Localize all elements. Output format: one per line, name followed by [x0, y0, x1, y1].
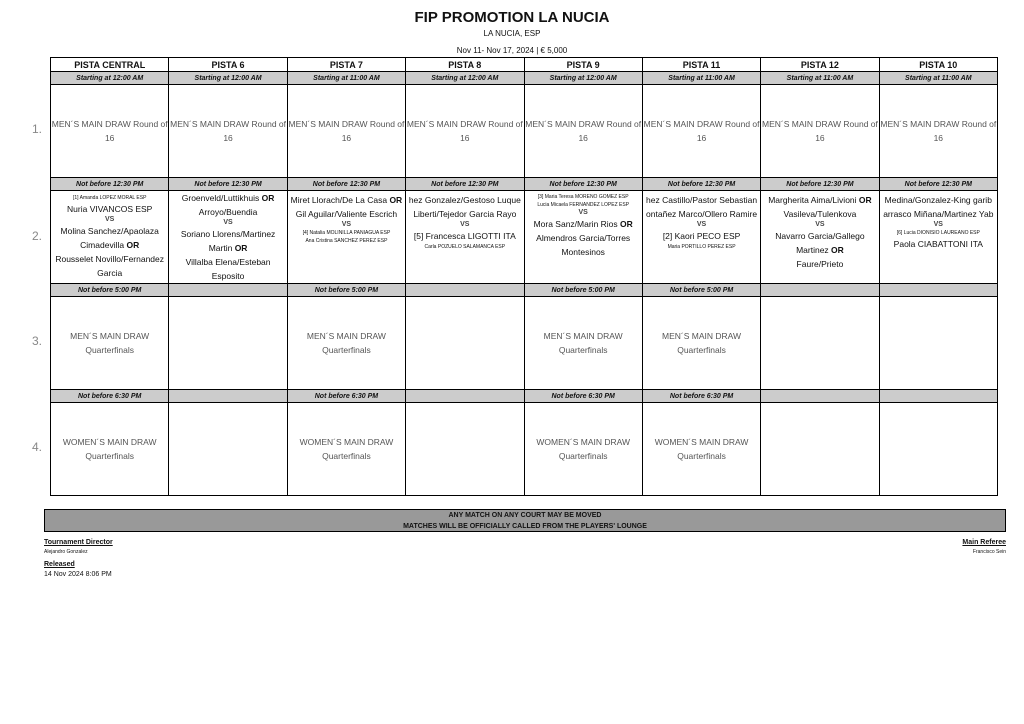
match-cell: MEN´S MAIN DRAW Round of 16 [287, 85, 405, 178]
start-time: Starting at 11:00 AM [761, 72, 879, 85]
order-of-play-table [50, 57, 998, 496]
time-note: Not before 6:30 PM [287, 390, 405, 403]
director-label: Tournament Director [44, 539, 113, 546]
team-name: Rousselet Novillo/Fernandez [55, 254, 165, 264]
vs-label: VS [341, 221, 352, 228]
match-cell: WOMEN´S MAIN DRAW Quarterfinals [642, 403, 760, 496]
court-header: PISTA 11 [642, 58, 760, 72]
match-cell: MEN´S MAIN DRAW Quarterfinals [287, 297, 405, 390]
time-note [169, 390, 287, 403]
player-name: Nuria VIVANCOS ESP [67, 204, 153, 214]
match-cell: MEN´S MAIN DRAW Round of 16 [524, 85, 642, 178]
time-note: Not before 12:30 PM [524, 178, 642, 191]
match-cell [761, 297, 879, 390]
vs-label: VS [223, 219, 233, 226]
court-header: PISTA 6 [169, 58, 287, 72]
match-cell [879, 403, 997, 496]
time-note [169, 284, 287, 297]
court-header: PISTA 8 [406, 58, 524, 72]
director-name: Alejandro Gonzalez [44, 549, 88, 555]
team-name: Montesinos [561, 247, 605, 257]
time-note [879, 284, 997, 297]
seeded-player: [3] Maria Teresa MORENO GOMEZ ESP [537, 194, 629, 200]
court-header: PISTA 12 [761, 58, 879, 72]
start-time: Starting at 11:00 AM [287, 72, 405, 85]
team-name: Almendros Garcia/Torres [536, 233, 631, 243]
or-label: OR [234, 243, 248, 253]
team-name: Vasileva/Tulenkova [783, 209, 857, 219]
match-cell [169, 191, 287, 284]
match-cell [524, 191, 642, 284]
match-row-1 [51, 85, 998, 178]
match-cell: WOMEN´S MAIN DRAW Quarterfinals [287, 403, 405, 496]
start-time: Starting at 11:00 AM [879, 72, 997, 85]
tournament-location: LA NUCIA, ESP [483, 29, 541, 38]
vs-label: VS [105, 216, 115, 223]
player-name: Ana Cristina SANCHEZ PEREZ ESP [305, 238, 388, 244]
start-time: Starting at 12:00 AM [524, 72, 642, 85]
team-name: Liberti/Tejedor Garcia Rayo [413, 209, 517, 219]
team-name: hez Castillo/Pastor Sebastian [646, 195, 758, 205]
team-name: Arroyo/Buendia [198, 207, 258, 217]
team-name: ontañez Marco/Ollero Ramire [646, 209, 758, 219]
page-title: FIP PROMOTION LA NUCIA [414, 9, 610, 26]
time-note-row-3 [51, 284, 998, 297]
start-time: Starting at 12:00 AM [51, 72, 169, 85]
vs-label: VS [696, 221, 707, 228]
time-note: Not before 12:30 PM [287, 178, 405, 191]
team-name: Molina Sanchez/Apaolaza [60, 226, 159, 236]
seeded-player: [5] Francesca LIGOTTI ITA [413, 231, 516, 241]
time-note: Not before 5:00 PM [51, 284, 169, 297]
referee-name: Francisco Sein [972, 549, 1006, 555]
match-cell: MEN´S MAIN DRAW Round of 16 [406, 85, 524, 178]
team-name: Esposito [211, 271, 245, 281]
court-header: PISTA 7 [287, 58, 405, 72]
time-note: Not before 12:30 PM [406, 178, 524, 191]
vs-label: VS [460, 221, 470, 228]
row-number-1: 1. [32, 122, 43, 136]
team-name: Martin [208, 243, 233, 253]
tournament-dates-prize: Nov 11- Nov 17, 2024 | € 5,000 [456, 46, 568, 55]
time-note: Not before 12:30 PM [169, 178, 287, 191]
notice-banner [44, 509, 1006, 532]
match-cell [406, 403, 524, 496]
player-name: Paola CIABATTONI ITA [893, 239, 983, 249]
seeded-player: [6] Lucia DIONISIO LAUREANO ESP [896, 230, 980, 236]
or-label: OR [261, 193, 275, 203]
match-row-4 [51, 403, 998, 496]
match-cell [169, 403, 287, 496]
or-label: OR [620, 219, 633, 229]
team-name: Gil Aguilar/Valiente Escrich [295, 209, 398, 219]
time-note [761, 390, 879, 403]
time-note [879, 390, 997, 403]
match-cell: WOMEN´S MAIN DRAW Quarterfinals [524, 403, 642, 496]
match-cell: MEN´S MAIN DRAW Round of 16 [761, 85, 879, 178]
notice-line: MATCHES WILL BE OFFICIALLY CALLED FROM THE PLAYERS' LOUNGE [403, 523, 647, 530]
time-note: Not before 6:30 PM [524, 390, 642, 403]
notice-line: ANY MATCH ON ANY COURT MAY BE MOVED [448, 512, 602, 519]
team-name: Villalba Elena/Esteban [185, 257, 271, 267]
match-cell [642, 191, 760, 284]
team-name: Martinez [796, 245, 829, 255]
team-name: Garcia [97, 268, 123, 278]
court-header: PISTA 9 [524, 58, 642, 72]
team-name: Miret Llorach/De La Casa [290, 195, 388, 205]
seeded-player: [4] Natalia MOLINILLA PANIAGUA ESP [302, 230, 391, 236]
team-name: Navarro Garcia/Gallego [775, 231, 865, 241]
match-cell [879, 191, 997, 284]
or-label: OR [831, 245, 844, 255]
match-cell [287, 191, 405, 284]
match-cell: MEN´S MAIN DRAW Quarterfinals [524, 297, 642, 390]
time-note [406, 390, 524, 403]
time-note: Not before 6:30 PM [51, 390, 169, 403]
match-cell: MEN´S MAIN DRAW Round of 16 [51, 85, 169, 178]
match-row-2 [51, 191, 998, 284]
team-name: Mora Sanz/Marin Rios [533, 219, 618, 229]
time-note: Not before 5:00 PM [524, 284, 642, 297]
match-row-3 [51, 297, 998, 390]
match-cell [51, 191, 169, 284]
seeded-player: [2] Kaori PECO ESP [662, 231, 741, 241]
team-name: Medina/Gonzalez-King garib [884, 195, 992, 205]
vs-label: VS [815, 221, 825, 228]
team-name: arrasco Miñana/Martinez Yab [883, 209, 994, 219]
match-cell [406, 191, 524, 284]
player-name: Maria PORTILLO PEREZ ESP [667, 244, 736, 250]
time-note-row-2 [51, 178, 998, 191]
court-header: PISTA CENTRAL [51, 58, 169, 72]
match-cell [406, 297, 524, 390]
match-cell [879, 297, 997, 390]
player-name: Carla POZUELO SALAMANCA ESP [424, 244, 506, 250]
time-note [761, 284, 879, 297]
match-cell: WOMEN´S MAIN DRAW Quarterfinals [51, 403, 169, 496]
start-time-row [51, 72, 998, 85]
court-header: PISTA 10 [879, 58, 997, 72]
player-name: Lucia Micaela FERNANDEZ LOPEZ ESP [537, 202, 630, 208]
team-name: Groenveld/Luttikhuis [181, 193, 260, 203]
match-cell [169, 297, 287, 390]
vs-label: VS [933, 221, 943, 228]
time-note-row-4 [51, 390, 998, 403]
team-name: Margherita Aima/Livioni [768, 195, 857, 205]
team-name: Faure/Prieto [796, 259, 844, 269]
start-time: Starting at 12:00 AM [406, 72, 524, 85]
vs-label: VS [578, 209, 588, 216]
referee-label: Main Referee [962, 539, 1006, 546]
match-cell: MEN´S MAIN DRAW Quarterfinals [51, 297, 169, 390]
time-note: Not before 12:30 PM [761, 178, 879, 191]
released-value: 14 Nov 2024 8:06 PM [44, 571, 112, 578]
or-label: OR [126, 240, 140, 250]
row-number-4: 4. [32, 440, 43, 454]
time-note: Not before 12:30 PM [642, 178, 760, 191]
match-cell: MEN´S MAIN DRAW Round of 16 [642, 85, 760, 178]
match-cell: MEN´S MAIN DRAW Quarterfinals [642, 297, 760, 390]
match-cell: MEN´S MAIN DRAW Round of 16 [169, 85, 287, 178]
team-name: Cimadevilla [80, 240, 125, 250]
time-note: Not before 12:30 PM [879, 178, 997, 191]
match-cell [761, 403, 879, 496]
seeded-player: [1] Amanda LOPEZ MORAL ESP [72, 195, 147, 201]
or-label: OR [858, 195, 872, 205]
row-number-3: 3. [32, 334, 43, 348]
match-cell [761, 191, 879, 284]
match-cell: MEN´S MAIN DRAW Round of 16 [879, 85, 997, 178]
row-number-2: 2. [32, 229, 43, 243]
team-name: Soriano Llorens/Martinez [180, 229, 276, 239]
start-time: Starting at 11:00 AM [642, 72, 760, 85]
time-note: Not before 5:00 PM [642, 284, 760, 297]
time-note: Not before 6:30 PM [642, 390, 760, 403]
time-note: Not before 12:30 PM [51, 178, 169, 191]
time-note [406, 284, 524, 297]
start-time: Starting at 12:00 AM [169, 72, 287, 85]
released-label: Released [44, 561, 75, 568]
court-header-row [51, 58, 998, 72]
team-name: hez Gonzalez/Gestoso Luque [408, 195, 521, 205]
or-label: OR [389, 195, 403, 205]
time-note: Not before 5:00 PM [287, 284, 405, 297]
